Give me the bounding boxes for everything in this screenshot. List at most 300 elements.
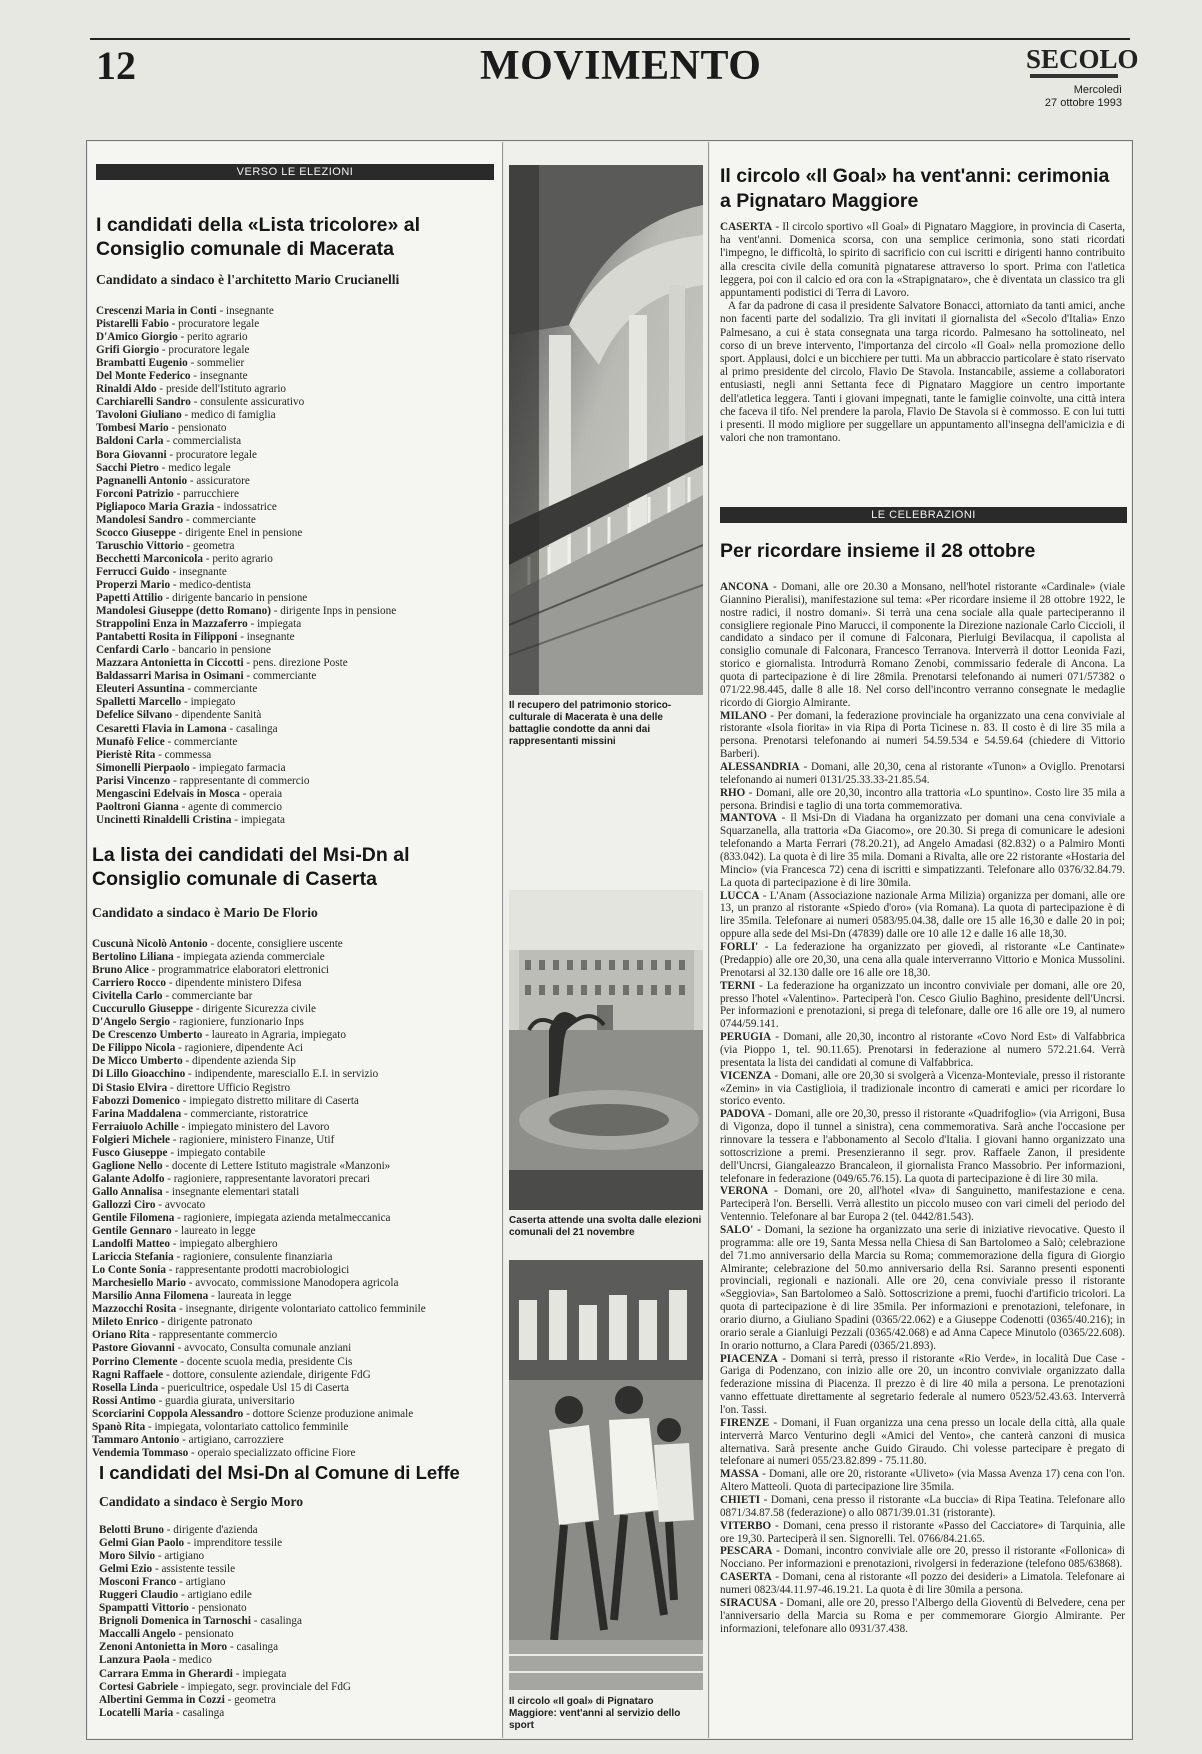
candidate-item: Zenoni Antonietta in Moro - casalinga (99, 1641, 279, 1654)
candidate-name: Ragni Raffaele (92, 1368, 164, 1381)
candidate-role: impiegato farmacia (198, 761, 286, 774)
candidate-name: Cenfardi Carlo (96, 644, 170, 657)
event-text: - Domani, alle 20,30, incontro al ristorante «Covo Nord Est» di Valfabbrica (via Pioppo 1, tel. 90.11.65). Prenotarsi in federazione al numero 572.21.64. Verrà presentata la lista dei candidati al comune di Valfabbrica. (720, 1031, 1125, 1069)
candidate-name: Parisi Vincenzo (96, 774, 171, 787)
event-text: - Domani, alle ore 20,30, presso il ristorante «Quadrifoglio» (via Arrigoni, Busa di Vigonza, dopo il tunnel a sinistra), cena commemorativa. Sarà anche l'occasione per rinnovare la tessera e l'abbonamento al Secolo d'Italia. I giovani hanno organizzato una sottoscrizione a premi. Presenzieranno il segr. prov. Raffaele Zanon, il presidente dell'Uncrsi, Giangaleazzo Brancaleon, il giornalista Franco Massobrio. Per informazioni, telefonare in federazione (049/65.76.15). La quota di partecipazione è di lire 30 mila. (720, 1108, 1125, 1185)
event-text: - La federazione ha organizzato per giovedì, al ristorante «Le Cantinate» (Predappio) alle ore 20,30, una cena alla quale interverranno Vittorio e Monica Mussolini. Prenotarsi al 32.130 dalle ore 16 alle ore 18,30. (720, 941, 1125, 979)
candidate-role: ragioniere, rappresentante lavoratori precari (173, 1172, 371, 1185)
candidate-role: impiegato contabile (176, 1146, 266, 1159)
candidate-name: Maccalli Angelo (99, 1628, 176, 1641)
candidate-role: commercialista (172, 435, 242, 448)
event-text: - Domani, alle ore 20.30 a Monsano, nell'hotel ristorante «Cardinale» (viale Giannino Pieralisi), manifestazione sul tema: «Per ricordare insieme il 28 ottobre 1922, le nostre radici, il nostro domani». Si terrà una cena sociale alla quale parteciperanno il consigliere regionale Pino Marucci, il componente la Direzione nazionale Carlo Ciccioli, il candidato a sindaco per il comune di Falconara, Pierluigi Bevilacqua, il capolista al consiglio comunale di Falconara, Francesco Terranova. Interverrà il dottor Leonida Fazi, storico e giornalista. Introdurrà Romano Zenobi, commissario federale di Ancona. La quota di partecipazione è di lire 28mila. Prenotarsi telefonando ai numeri 071/57382 o 071/22.98.445, dalle 8 alle 18. Nel corso dell'incontro verranno consegnate le medaglie ricordo di Giorgio Almirante. (720, 581, 1125, 709)
event-city: PESCARA (720, 1545, 773, 1558)
candidate-name: Tavoloni Giuliano (96, 409, 182, 422)
candidate-role: impiegato ministero del Lavoro (188, 1120, 330, 1133)
event-city: PERUGIA (720, 1031, 772, 1044)
candidate-name: Mileto Enrico (92, 1316, 159, 1329)
candidate-item: Lariccia Stefania - ragioniere, consulente finanziaria (92, 1251, 333, 1264)
candidate-name: Bertolino Liliana (92, 951, 174, 964)
candidate-item: Pigliapoco Maria Grazia - indossatrice (96, 500, 277, 513)
candidate-item: Sacchi Pietro - medico legale (96, 461, 231, 474)
event-item (720, 890, 1125, 941)
sport-runners-photo (509, 1260, 703, 1690)
candidate-name: Cesaretti Flavia in Lamona (96, 722, 227, 735)
candidate-item: Gelmi Gian Paolo - imprenditore tessile (99, 1537, 283, 1550)
candidate-role: commerciante (174, 735, 238, 748)
candidate-name: Sacchi Pietro (96, 461, 159, 474)
candidate-item: Bora Giovanni - procuratore legale (96, 448, 257, 461)
candidate-role: laureato in Agraria, impiegato (211, 1029, 346, 1042)
newspaper-logo: SECOLO (1026, 44, 1139, 74)
candidate-item: Brambatti Eugenio - sommelier (96, 357, 245, 370)
article-body-goal (720, 221, 1125, 445)
candidate-role: sommelier (197, 357, 245, 370)
candidate-name: Forconi Patrizio (96, 487, 174, 500)
event-text: - Domani, ore 20, all'hotel «Iva» di Sanguinetto, manifestazione e cena. Parteciperà l'on. Berselli. Verrà allestito un piccolo museo con vari cimeli del periodo del Ventennio. Telefonare al bar Europa 2 (tel. 0442/81.543). (720, 1185, 1125, 1224)
candidate-role: geometra (192, 539, 235, 552)
candidate-role: indipendente, maresciallo E.I. in servizio (194, 1068, 379, 1081)
candidate-name: Mazzocchi Rosita (92, 1303, 177, 1316)
candidate-item: De Filippo Nicola - ragioniere, dipendente Aci (92, 1042, 303, 1055)
candidate-name: De Crescenzo Umberto (92, 1029, 203, 1042)
event-city: CHIETI (720, 1494, 761, 1507)
candidate-item: Cuscunà Nicolò Antonio - docente, consigliere uscente (92, 938, 343, 950)
kicker-le-celebrazioni: LE CELEBRAZIONI (720, 507, 1127, 523)
candidate-item: Taruschio Vittorio - geometra (96, 539, 235, 552)
section-title: MOVIMENTO (480, 43, 762, 89)
candidate-name: Gentile Filomena (92, 1211, 175, 1224)
candidate-item: Carchiarelli Sandro - consulente assicurativo (96, 396, 305, 409)
candidate-role: impiegato alberghiero (179, 1238, 278, 1251)
event-text: - Domani, alle ore 20, presso l'Albergo della Gioventù di Belvedere, cena per l'anniversario della Marcia su Roma e per commemorare Giorgio Almirante. Per informazioni, telefonare allo 0931/37.438. (720, 1596, 1125, 1635)
event-text: - Domani, alle ore 20,30, incontro alla trattoria «Lo spuntino». Costo lire 35 mila a persona. Brindisi e taglio di una torta commemorativa. (720, 786, 1125, 812)
candidate-role: procuratore legale (175, 448, 257, 461)
candidate-item: Rossi Antimo - guardia giurata, universitario (92, 1394, 295, 1407)
candidate-name: Gallo Annalisa (92, 1185, 163, 1198)
event-text: - Domani, il Fuan organizza una cena presso un locale della città, alla quale interverrà Marco Venturino degli «Amici del Vento», che canterà canzoni di musica alternativa. Sarà presente anche Guido Giraudo. Chi volesse partecipare è pregato di telefonare ai numeri 055/23.82.899 - 75.11.80. (720, 1416, 1125, 1468)
candidate-item: Gentile Filomena - ragioniere, impiegata azienda metalmeccanica (92, 1211, 391, 1224)
candidate-item: Parisi Vincenzo - rappresentante di commercio (96, 774, 310, 787)
event-text: - Domani, cena presso il ristorante «Passo del Cacciatore» di Tarquinia, alle ore 19,30. Parteciperà il sen. Signorelli. Tel. 0766/84.21.65. (720, 1519, 1125, 1545)
candidate-name: Spampatti Vittorio (99, 1602, 189, 1615)
candidate-item: Fusco Giuseppe - impiegato contabile (92, 1146, 266, 1159)
candidate-item: Oriano Rita - rappresentante commercio (92, 1329, 278, 1342)
event-text: - Domani, la sezione ha organizzato una serie di iniziative rievocative. Questo il programma: alle ore 19, Santa Messa nella Chiesa di San Bartolomeo a Salò; celebrazione del 71.mo anniversario della Marcia su Roma; commemorazione della figura di Giorgio Almirante; celebrazione del 50.mo anniversario della Rsi. Saranno presenti esponenti provinciali, regionali e nazionali. Alle ore 20, cena conviviale presso il ristorante «Seggiovia», San Bartolomeo a Salò. Sottoscrizione a premi, fuochi d'artificio tricolori. La quota di partecipazione è di lire 35mila. Per informazioni e prenotazioni, telefonare, in orario diurno, a Giuliano Spadini (0365/22.062) e a Giuseppe Codenotti (0365/40.216); in orario serale a Gianluigi Pezzali (0365/42.068) e ad Anna Capece Minutolo (0365/22.608). In orario notturno, a Clara Paredi (0365/21.893). (720, 1223, 1125, 1352)
candidate-name: Simonelli Pierpaolo (96, 761, 190, 774)
candidate-name: Baldassarri Marisa in Osimani (96, 670, 244, 683)
candidate-role: perito agrario (187, 331, 248, 344)
candidate-item: Maccalli Angelo - pensionato (99, 1628, 234, 1641)
candidate-name: Carriero Rocco (92, 977, 167, 990)
candidate-item: Gallozzi Ciro - avvocato (92, 1198, 206, 1211)
candidate-role: programmatrice elaboratori elettronici (158, 964, 330, 977)
headline-leffe: I candidati del Msi-Dn al Comune di Leffe (99, 1462, 460, 1483)
candidate-item: Mileto Enrico - dirigente patronato (92, 1316, 253, 1329)
candidate-name: Munafò Felice (96, 735, 165, 748)
candidate-role: assistente tessile (161, 1563, 236, 1576)
candidate-name: Paoltroni Gianna (96, 800, 179, 813)
candidate-name: Galante Adolfo (92, 1172, 165, 1185)
candidate-role: ragioniere, consulente finanziaria (183, 1251, 333, 1264)
candidate-role: preside dell'Istituto agrario (165, 383, 287, 396)
candidate-role: dirigente d'azienda (173, 1524, 258, 1536)
event-item (720, 941, 1125, 980)
candidate-role: dottore Scienze produzione animale (252, 1407, 414, 1420)
candidate-name: Bruno Alice (92, 964, 149, 977)
candidate-name: Scorciarini Coppola Alessandro (92, 1407, 244, 1420)
candidate-name: D'Amico Giorgio (96, 331, 178, 344)
candidate-name: Marchesiello Mario (92, 1277, 186, 1290)
candidate-role: perito agrario (212, 552, 273, 565)
candidate-name: Locatelli Maria (99, 1706, 174, 1719)
candidate-item: Mazzocchi Rosita - insegnante, dirigente volontariato cattolico femminile (92, 1303, 426, 1316)
candidate-role: pensionato (177, 422, 227, 435)
candidate-list-leffe (99, 1524, 494, 1722)
candidate-role: consulente assicurativo (200, 396, 305, 409)
candidate-item: Marsilio Anna Filomena - laureata in legge (92, 1290, 292, 1303)
candidate-item: Pistarelli Fabio - procuratore legale (96, 318, 260, 331)
candidate-role: casalinga (182, 1706, 225, 1719)
candidate-role: geometra (234, 1693, 276, 1706)
candidate-role: commerciante bar (171, 990, 253, 1003)
candidate-name: Albertini Gemma in Cozzi (99, 1693, 225, 1706)
candidate-item: Ferrucci Guido - insegnante (96, 565, 227, 578)
candidate-item: Tammaro Antonio - artigiano, carrozziere (92, 1433, 284, 1446)
headline-macerata: I candidati della «Lista tricolore» al Consiglio comunale di Macerata (96, 214, 421, 260)
event-text: - Per domani, la federazione provinciale ha organizzato una cena conviviale al ristorante «Isola fiorita» in via Ripa di Porta Ticinese n. 83. Il costo è di lire 35 mila a persona. Prenotarsi telefonando ai numeri 54.59.534 e 54.59.64 (chiedere di Vittorio Barberi). (720, 709, 1125, 761)
candidate-name: Civitella Carlo (92, 990, 163, 1003)
candidate-role: avvocato (164, 1198, 206, 1211)
candidate-name: Eleuteri Assuntina (96, 683, 185, 696)
kicker-verso-le-elezioni: VERSO LE ELEZIONI (96, 164, 494, 180)
candidate-item: Pagnanelli Antonio - assicuratore (96, 474, 250, 487)
candidate-name: Belotti Bruno (99, 1524, 164, 1536)
candidate-item: Lo Conte Sonia - rappresentante prodotti macrobiologici (92, 1264, 350, 1277)
event-city: FORLI' (720, 941, 759, 954)
candidate-name: Pastore Giovanni (92, 1342, 175, 1355)
candidate-item: Grifi Giorgio - procuratore legale (96, 344, 250, 357)
event-city: RHO (720, 786, 746, 799)
candidate-name: Gelmi Ezio (99, 1563, 153, 1576)
candidate-name: Bora Giovanni (96, 448, 167, 461)
candidate-item: Pastore Giovanni - avvocato, Consulta comunale anziani (92, 1342, 352, 1355)
candidate-item: Papetti Attilio - dirigente bancario in pensione (96, 592, 308, 605)
candidate-item: Lanzura Paola - medico (99, 1654, 212, 1667)
candidate-role: bancario in pensione (178, 644, 271, 657)
candidate-item: Mengascini Edelvais in Mosca - operaia (96, 787, 283, 800)
candidate-name: Di Lillo Gioacchino (92, 1068, 186, 1081)
candidate-name: D'Angelo Sergio (92, 1016, 170, 1029)
event-item (720, 812, 1125, 889)
event-item (720, 1185, 1125, 1224)
candidate-role: ragioniere, ministero Finanze, Utif (179, 1133, 335, 1146)
candidate-item: Vendemia Tommaso - operaio specializzato officine Fiore (92, 1446, 356, 1459)
candidate-role: insegnante, dirigente volontariato cattolico femminile (185, 1303, 426, 1316)
candidate-name: Folgieri Michele (92, 1133, 170, 1146)
candidate-role: avvocato, commissione Manodopera agricola (195, 1277, 399, 1290)
candidate-item: D'Angelo Sergio - ragioniere, funzionario Inps (92, 1016, 304, 1029)
candidate-role: parrucchiere (183, 487, 240, 500)
candidate-role: impiegata, volontariato cattolico femminile (154, 1420, 349, 1433)
candidate-item: Gelmi Ezio - assistente tessile (99, 1563, 236, 1576)
candidate-name: Rinaldi Aldo (96, 383, 157, 396)
event-city: PIACENZA (720, 1352, 778, 1365)
candidate-role: operaia (249, 787, 283, 800)
candidate-role: insegnante elementari statali (171, 1185, 300, 1198)
event-text: - Domani, cena presso il ristorante «La buccia» di Ripa Teatina. Telefonare allo 0871/34.87.58 (federazione) o allo 0871/39.01.31 (ristorante). (720, 1494, 1125, 1519)
candidate-item: Spampatti Vittorio - pensionato (99, 1602, 247, 1615)
candidate-role: guardia giurata, universitario (165, 1394, 295, 1407)
candidate-item: Scocco Giuseppe - dirigente Enel in pensione (96, 526, 303, 539)
candidate-role: operaio specializzato officine Fiore (197, 1446, 356, 1459)
candidate-name: Vendemia Tommaso (92, 1446, 189, 1459)
event-item (720, 1353, 1125, 1417)
candidate-name: Defelice Silvano (96, 709, 173, 722)
candidate-name: Papetti Attilio (96, 592, 163, 605)
photo-caption: Il circolo «Il goal» di Pignataro Maggiore: vent'anni al servizio dello sport (509, 1696, 681, 1731)
candidate-role: dirigente Inps in pensione (280, 605, 397, 618)
candidate-item: Moro Silvio - artigiano (99, 1550, 205, 1563)
candidate-item: D'Amico Giorgio - perito agrario (96, 331, 248, 344)
candidate-item: Forconi Patrizio - parrucchiere (96, 487, 240, 500)
candidate-name: De Filippo Nicola (92, 1042, 176, 1055)
candidate-item: Galante Adolfo - ragioniere, rappresentante lavoratori precari (92, 1172, 371, 1185)
candidate-role: dirigente patronato (167, 1316, 253, 1329)
event-item (720, 1070, 1125, 1109)
candidate-name: Tombesi Mario (96, 422, 169, 435)
candidate-name: Rosella Linda (92, 1381, 159, 1394)
candidate-name: Pagnanelli Antonio (96, 474, 188, 487)
candidate-role: pens. direzione Poste (252, 657, 348, 670)
candidate-role: commessa (164, 748, 212, 761)
candidate-item: Tombesi Mario - pensionato (96, 422, 227, 435)
candidate-name: Rossi Antimo (92, 1394, 156, 1407)
candidate-role: medico-dentista (179, 578, 251, 591)
candidate-item: Spanò Rita - impiegata, volontariato cattolico femminile (92, 1420, 349, 1433)
candidate-name: Gaglione Nello (92, 1159, 163, 1172)
candidate-role: rappresentante commercio (158, 1329, 278, 1342)
photo-caption: Il recupero del patrimonio storico-culturale di Macerata è una delle battaglie condotte da anni dai rappresentanti missini (509, 700, 672, 747)
event-text: - Domani, alle 20,30, cena al ristorante «Tunon» a Ovigllo. Prenotarsi telefonando ai numeri 0131/25.33.33-21.85.54. (720, 761, 1125, 786)
event-city: MILANO (720, 709, 767, 722)
candidate-name: Spalletti Marcello (96, 696, 182, 709)
candidate-name: Mazzara Antonietta in Ciccotti (96, 657, 244, 670)
candidate-item: Baldoni Carla - commercialista (96, 435, 242, 448)
candidate-item: Cesaretti Flavia in Lamona - casalinga (96, 722, 278, 735)
candidate-role: laureata in legge (217, 1290, 292, 1303)
candidate-role: casalinga (236, 1641, 279, 1654)
candidate-name: Baldoni Carla (96, 435, 164, 448)
event-city: PADOVA (720, 1108, 766, 1121)
candidate-role: dipendente azienda Sip (192, 1055, 296, 1068)
event-item (720, 1417, 1125, 1468)
candidate-name: Del Monte Federico (96, 370, 191, 383)
candidate-role: commerciante (192, 513, 256, 526)
candidate-role: avvocato, Consulta comunale anziani (184, 1342, 352, 1355)
candidate-role: dottore, consulente aziendale, dirigente FdG (172, 1368, 371, 1381)
issue-day: Mercoledì (1073, 84, 1122, 96)
issue-date: 27 ottobre 1993 (1044, 97, 1122, 109)
candidate-name: Gentile Gennaro (92, 1225, 172, 1238)
candidate-name: Ferraiuolo Achille (92, 1120, 179, 1133)
event-item (720, 710, 1125, 761)
event-item (720, 1597, 1125, 1636)
candidate-role: commerciante (252, 670, 317, 683)
candidate-item: Baldassarri Marisa in Osimani - commerciante (96, 670, 317, 683)
candidate-role: dipendente ministero Difesa (175, 977, 302, 990)
article-paragraph: A far da padrone di casa il presidente Salvatore Bonacci, attorniato da tanti amici, anche non facenti parte del sodalizio. Tra gli invitati il giornalista del «Secolo d'Italia» Enzo Palmesano, a cui è stata consegnata una targa ricordo. Palmesano ha sottolineato, nel corso di un breve intervento, l'importanza del circolo «Il Goal» nella promozione dello sport. Applausi, dolci e un bicchiere per tutti. Ma un abbraccio particolare è stato riservato al primo presidente del circolo, Flavio De Stavola. Instancabile, assieme a collaboratori entusiasti, negli anni Settanta fece di Pignataro Maggiore un centro importante dell'atletica leggera. Tanti i giovani impegnati, tante le famiglie coinvolte, una città intera che faceva il tifo. Nel prendere la parola, Flavio De Stavola si è commosso. E con lui tutti i presenti. Il modo migliore per suggellare un appuntamento all'insegna dell'amicizia e di valori che non tramontano. (720, 300, 1125, 445)
candidate-item: Properzi Mario - medico-dentista (96, 578, 251, 591)
event-text: - Domani si terrà, presso il ristorante «Rio Verde», in località Due Case - Gariga di Podenzano, con inizio alle ore 20, un incontro conviviale organizzato dalla federazione missina di Piacenza. Il prezzo è di lire 40 mila a persona. Le prenotazioni vanno effettuate direttamente al segretario federale al numero 0523/52.43.63. Interverrà l'on. Tassi. (720, 1352, 1125, 1416)
candidate-name: Scocco Giuseppe (96, 526, 176, 539)
candidate-list-macerata (96, 305, 494, 830)
candidate-item: Strappolini Enza in Mazzaferro - impiegata (96, 618, 302, 631)
candidate-name: Mandolesi Giuseppe (detto Romano) (96, 605, 271, 618)
candidate-item: Gentile Gennaro - laureato in legge (92, 1225, 256, 1238)
event-item (720, 1520, 1125, 1546)
candidate-role: casalinga (260, 1615, 302, 1628)
candidate-name: Landolfi Matteo (92, 1238, 170, 1251)
candidate-name: Uncinetti Rinaldelli Cristina (96, 813, 232, 826)
candidate-role: docente di Lettere Istituto magistrale «Manzoni» (171, 1159, 391, 1172)
candidate-name: Cuccurullo Giuseppe (92, 1003, 194, 1016)
event-city: VERONA (720, 1185, 769, 1198)
event-item (720, 1545, 1125, 1571)
event-city: LUCCA (720, 889, 760, 902)
candidate-role: ragioniere, impiegata azienda metalmeccanica (183, 1211, 391, 1224)
candidate-role: artigiano (164, 1550, 205, 1563)
candidate-role: rappresentante prodotti macrobiologici (175, 1264, 350, 1277)
event-item (720, 1108, 1125, 1185)
candidate-item: Spalletti Marcello - impiegato (96, 696, 236, 709)
candidate-item: Uncinetti Rinaldelli Cristina - impiegata (96, 813, 285, 826)
candidate-name: Lanzura Paola (99, 1654, 170, 1667)
event-item (720, 1494, 1125, 1520)
reggia-caserta-photo (509, 890, 703, 1210)
headline-celebrazioni: Per ricordare insieme il 28 ottobre (720, 540, 1036, 562)
candidate-name: Cuscunà Nicolò Antonio (92, 938, 208, 950)
candidate-item: Bruno Alice - programmatrice elaboratori elettronici (92, 964, 330, 977)
candidate-role: pensionato (198, 1602, 247, 1615)
candidate-item: Mandolesi Sandro - commerciante (96, 513, 256, 526)
candidate-name: Farina Maddalena (92, 1107, 182, 1120)
candidate-role: insegnante (226, 305, 274, 317)
celebration-events-list (720, 581, 1125, 1635)
candidate-name: Zenoni Antonietta in Moro (99, 1641, 228, 1654)
candidate-item: Paoltroni Gianna - agente di commercio (96, 800, 282, 813)
candidate-role: imprenditore tessile (193, 1537, 283, 1550)
event-city: VITERBO (720, 1519, 772, 1532)
candidate-item: Marchesiello Mario - avvocato, commissione Manodopera agricola (92, 1277, 399, 1290)
candidate-item: Di Lillo Gioacchino - indipendente, maresciallo E.I. in servizio (92, 1068, 379, 1081)
candidate-role: casalinga (235, 722, 278, 735)
candidate-item: Folgieri Michele - ragioniere, ministero Finanze, Utif (92, 1133, 335, 1146)
candidate-name: Mosconi Franco (99, 1576, 177, 1589)
candidate-role: insegnante (246, 631, 295, 644)
candidate-role: artigiano (185, 1576, 226, 1589)
candidate-role: docente, consigliere uscente (216, 938, 343, 950)
candidate-role: artigiano, carrozziere (188, 1433, 284, 1446)
candidate-role: puericultrice, ospedale Usl 15 di Caserta (167, 1381, 349, 1394)
candidate-item: Simonelli Pierpaolo - impiegato farmacia (96, 761, 286, 774)
headline-caserta: La lista dei candidati del Msi-Dn al Consiglio comunale di Caserta (92, 844, 410, 890)
candidate-item: Becchetti Marconicola - perito agrario (96, 552, 273, 565)
logo-bar (1030, 74, 1118, 78)
candidate-item: De Micco Umberto - dipendente azienda Sip (92, 1055, 296, 1068)
candidate-item: Del Monte Federico - insegnante (96, 370, 248, 383)
event-city: SIRACUSA (720, 1596, 777, 1609)
candidate-name: Moro Silvio (99, 1550, 156, 1563)
event-text: - Domani, alle ore 20, ristorante «Uliveto» (via Massa Avenza 17) cena con l'on. Altero Matteoli. Quota di partecipazione lire 35mila. (720, 1468, 1125, 1494)
event-item (720, 1031, 1125, 1070)
candidate-item: Albertini Gemma in Cozzi - geometra (99, 1693, 276, 1706)
candidate-item: Landolfi Matteo - impiegato alberghiero (92, 1238, 278, 1251)
candidate-name: Taruschio Vittorio (96, 539, 184, 552)
candidate-item: Cortesi Gabriele - impiegato, segr. provinciale del FdG (99, 1680, 351, 1693)
article-text: - Il circolo sportivo «Il Goal» di Pignataro Maggiore, in provincia di Caserta, ha vent'anni. Domenica scorsa, con una semplice cerimonia, sono stati ricordati l'impegno, le difficoltà, lo spirito di sacrificio con cui iscritti e dirigenti hanno contribuito alla crescita civile della comunità pignatarese attraverso lo sport. Prima con l'atletica leggera, poi con il calcio ed ora con la «Strapignataro», che è diventata un classico tra gli appuntamenti podistici di Terra di Lavoro. (720, 221, 1125, 300)
candidate-role: indossatrice (223, 500, 277, 513)
event-text: - Il Msi-Dn di Viadana ha organizzato per domani una cena conviviale a Squarzanella, alla trattoria «Da Giacomo», ore 20.30. Si prega di comunicare le adesioni telefonando a Marta Ferrari (78.20.21), ad Angelo Amadasi (82.832) o a Palmiro Monti (833.042). La quota è di lire 35 mila. Domani a Rivalta, alle ore 22 ristorante «Hostaria del Mincio» (via Francesca 72) cena di iscritti e simpatizzanti. Telefonare allo 0376/32.84.79. La quota di partecipazione è di lire 30mila. (720, 812, 1125, 889)
candidate-role: dirigente Sicurezza civile (202, 1003, 317, 1016)
candidate-name: Spanò Rita (92, 1420, 146, 1433)
candidate-item: Brignoli Domenica in Tarnoschi - casalinga (99, 1615, 302, 1628)
candidate-item: Civitella Carlo - commerciante bar (92, 990, 253, 1003)
candidate-name: Mengascini Edelvais in Mosca (96, 787, 240, 800)
candidate-role: dirigente Enel in pensione (185, 526, 303, 539)
candidate-item: Locatelli Maria - casalinga (99, 1706, 225, 1719)
candidate-role: dipendente Sanità (181, 709, 262, 722)
candidate-item: Scorciarini Coppola Alessandro - dottore Scienze produzione animale (92, 1407, 414, 1420)
candidate-role: impiegato (190, 696, 236, 709)
candidate-name: Brambatti Eugenio (96, 357, 188, 370)
event-item (720, 761, 1125, 787)
headline-goal: Il circolo «Il Goal» ha vent'anni: cerimonia a Pignataro Maggiore (720, 165, 1110, 212)
candidate-role: ragioniere, dipendente Aci (184, 1042, 303, 1055)
palazzo-staircase-photo (509, 165, 703, 695)
candidate-name: Ruggeri Claudio (99, 1589, 179, 1602)
candidate-item: Carrara Emma in Gherardi - impiegata (99, 1667, 287, 1680)
event-item (720, 787, 1125, 813)
candidate-item: Mosconi Franco - artigiano (99, 1576, 226, 1589)
candidate-name: Gallozzi Ciro (92, 1198, 156, 1211)
candidate-item: Bertolino Liliana - impiegata azienda commerciale (92, 951, 325, 964)
candidate-role: medico legale (168, 461, 231, 474)
candidate-role: direttore Ufficio Registro (176, 1081, 291, 1094)
candidate-name: Fusco Giuseppe (92, 1146, 168, 1159)
candidate-item: Mandolesi Giuseppe (detto Romano) - dirigente Inps in pensione (96, 605, 397, 618)
event-text: - La federazione ha organizzato un incontro conviviale per domani, alle ore 20, presso l'hotel «Valentino». Parteciperà l'on. Cesco Giulio Baghino, presidente dell'Uncrsi. Per informazioni e prenotazioni, si prega di telefonare, dalle ore 16 alle ore 19, al numero 0744/59.141. (720, 979, 1125, 1031)
candidate-role: rappresentante di commercio (179, 774, 310, 787)
candidate-item: Belotti Bruno - dirigente d'azienda (99, 1524, 258, 1536)
candidate-name: Grifi Giorgio (96, 344, 160, 357)
event-text: - L'Anam (Associazione nazionale Arma Milizia) organizza per domani, alle ore 13, un pranzo al ristorante «Spiedo d'oro» (via Romana). La quota di partecipazione è di lire 35mila. Telefonare ai numeri 0583/95.04.38, dalle ore 15 alle 16,30 e dalle 20 in poi; oppure alla sede del Msi-Dn (47839) dalle ore 10 alle 12 e dalle 16 alle 18,30. (720, 889, 1125, 941)
column-divider (502, 142, 503, 1738)
candidate-item: Carriero Rocco - dipendente ministero Difesa (92, 977, 302, 990)
candidate-item: Di Stasio Elvira - direttore Ufficio Registro (92, 1081, 291, 1094)
candidate-item: Ferraiuolo Achille - impiegato ministero del Lavoro (92, 1120, 330, 1133)
candidate-name: Fabozzi Domenico (92, 1094, 180, 1107)
candidate-item: Gallo Annalisa - insegnante elementari statali (92, 1185, 300, 1198)
candidate-role: pensionato (185, 1628, 234, 1641)
subhead-caserta: Candidato a sindaco è Mario De Florio (92, 905, 318, 920)
candidate-item: Mazzara Antonietta in Ciccotti - pens. direzione Poste (96, 657, 348, 670)
candidate-list-caserta (92, 938, 494, 1463)
candidate-name: Crescenzi Maria in Conti (96, 305, 217, 317)
candidate-name: Properzi Mario (96, 578, 171, 591)
candidate-name: Tammaro Antonio (92, 1433, 180, 1446)
candidate-role: laureato in legge (180, 1225, 256, 1238)
candidate-name: Pantabetti Rosita in Filipponi (96, 631, 238, 644)
